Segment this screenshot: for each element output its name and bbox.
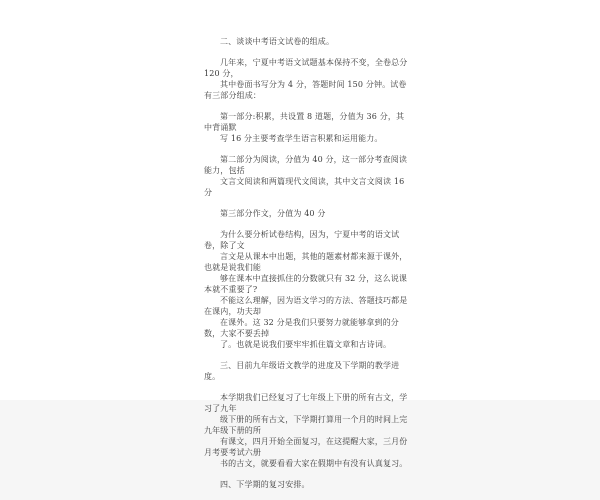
text-line: 第三部分作文，分值为 40 分: [220, 209, 326, 218]
text-line: 写 16 分主要考查学生语言积累和运用能力。: [220, 134, 383, 143]
paragraph-part-one: [204, 111, 408, 144]
text-line: 书的古文，就要看看大家在假期中有没有认真复习。: [220, 459, 408, 468]
text-line: 了。也就是说我们要牢牢抓住篇文章和古诗词。: [220, 340, 392, 349]
paragraph-analysis: [204, 229, 408, 350]
paragraph-exam-overview: [204, 57, 408, 101]
text-line: 言文是从课本中出题，其他的题素材都来源于课外，也就是说我们能: [204, 252, 408, 272]
section-heading-4: [204, 479, 408, 490]
text-line: 够在课本中直接抓住的分数就只有 32 分，这么说课本就不重要了?: [204, 274, 408, 294]
text-line: 第一部分:积累，共设置 8 道题，分值为 36 分，其中背诵默: [204, 112, 405, 132]
text-line: 为什么要分析试卷结构，因为，宁夏中考的语文试卷，除了文: [204, 230, 400, 250]
text-line: 级下册的所有古文，下学期打算用一个月的时间上完九年级下册的所: [204, 415, 408, 435]
text-line: 本学期我们已经复习了七年级上下册的所有古文，学习了九年: [204, 393, 408, 413]
section-heading-2: [204, 36, 408, 47]
paragraph-progress: [204, 392, 408, 469]
text-line: 第二部分为阅读，分值为 40 分，这一部分考查阅读能力，包括: [204, 155, 408, 175]
paragraph-part-two: [204, 154, 408, 198]
text-line: 其中卷面书写分为 4 分，答题时间 150 分钟。试卷有三部分组成：: [204, 80, 407, 100]
section-heading-3: [204, 360, 408, 382]
paragraph-part-three: [204, 208, 408, 219]
document-body: [204, 36, 408, 500]
text-line: 有课文，四月开始全面复习，在这提醒大家，三月份月考要考试六册: [204, 437, 408, 457]
text-line: 四、下学期的复习安排。: [220, 480, 310, 489]
text-line: 在课外。这 32 分是我们只要努力就能够拿到的分数，大家不要丢掉: [204, 318, 399, 338]
text-line: 三、目前九年级语文教学的进度及下学期的教学进度。: [204, 361, 400, 381]
text-line: 不能这么理解，因为语文学习的方法、答题技巧都是在课内，功夫却: [204, 296, 408, 316]
text-line: 二、谈谈中考语文试卷的组成。: [220, 37, 335, 46]
text-line: 几年来，宁夏中考语文试题基本保持不变，全卷总分 120 分，: [204, 58, 408, 78]
text-line: 文言文阅读和两篇现代文阅读，其中文言文阅读 16 分: [204, 177, 405, 197]
